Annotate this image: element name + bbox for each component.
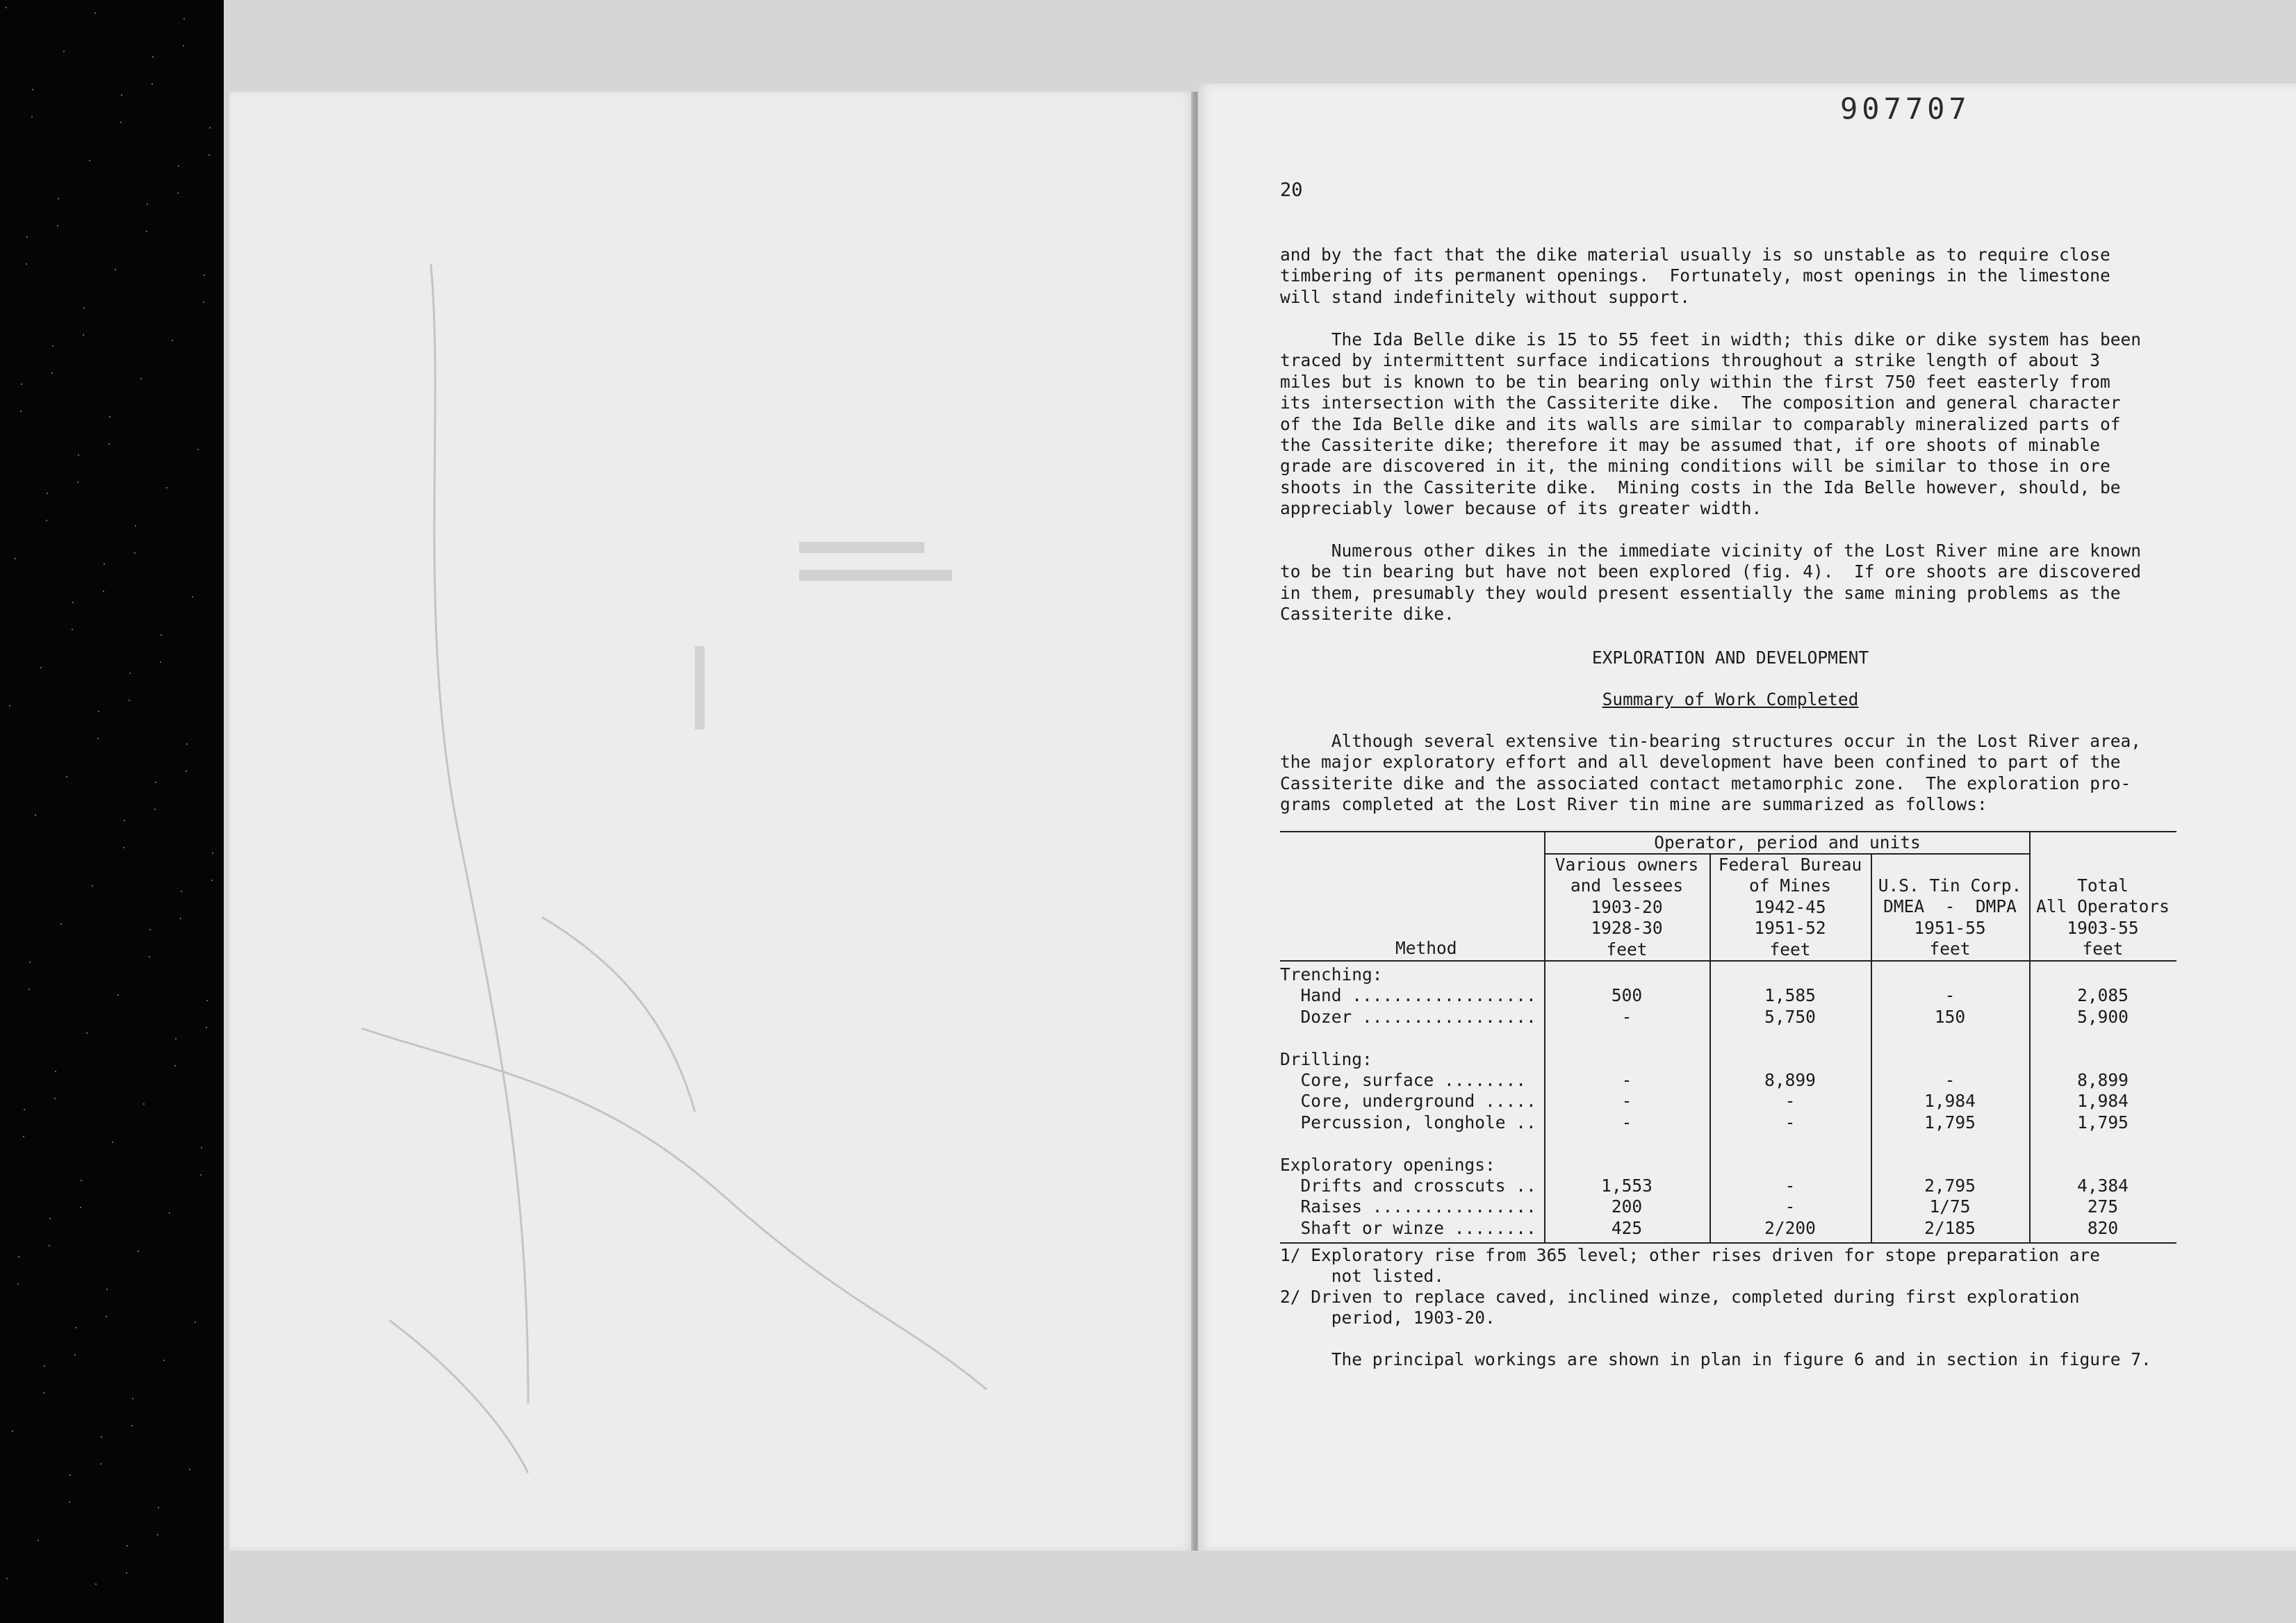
table-cell: -	[1621, 1006, 1632, 1027]
table-cell: 500	[1611, 985, 1643, 1006]
archive-stamp: 907707	[1840, 92, 1971, 126]
table-row-method: Percussion, longhole ..	[1280, 1112, 1536, 1132]
paragraph-3: Numerous other dikes in the immediate vicinity of the Lost River mine are known to be tin bearing but have not been explored (fig. 4). If ore shoots are discovered in them, presumably they would present essentially the same mining problems as the Cassiterite dike.	[1280, 541, 2142, 625]
paragraph-4: Although several extensive tin-bearing structures occur in the Lost River area, the major exploratory effort and all development have been confined to part of the Cassiterite dike and the associated contact metamorphic zone. The exploration pro- grams completed at the Lost River tin mine are summarized as follows:	[1280, 731, 2142, 815]
table-row-method: Trenching:	[1280, 964, 1383, 984]
table-cell: 1,984	[1924, 1091, 1976, 1112]
table-cell: 8,899	[2077, 1070, 2129, 1090]
table-cell: 2,085	[2077, 985, 2129, 1006]
table-cell: 2,795	[1924, 1176, 1976, 1196]
table-row-method: Drilling:	[1280, 1048, 1372, 1069]
table-cell: 1,795	[2077, 1112, 2129, 1132]
footnote-2: 2/ Driven to replace caved, inclined winze, completed during first exploration period, 1903-20.	[1280, 1287, 2080, 1328]
table-row-method: Shaft or winze ........	[1280, 1217, 1536, 1238]
col-federal-bureau: Federal Bureau of Mines 1942-45 1951-52 feet	[1718, 855, 1862, 959]
table-cell: 1/75	[1929, 1196, 1971, 1217]
table-row-method: Core, surface ........	[1280, 1070, 1527, 1090]
table-cell: -	[1944, 1070, 1955, 1090]
table-cell: 1,984	[2077, 1091, 2129, 1112]
table-cell: 275	[2087, 1196, 2119, 1217]
exploration-table	[1280, 831, 2176, 1244]
table-cell: 8,899	[1764, 1070, 1816, 1090]
paragraph-2: The Ida Belle dike is 15 to 55 feet in width; this dike or dike system has been traced by intermittent surface indications throughout a strike length of about 3 miles but is known to be tin bearing only within the first 750 feet easterly from its intersection with the Cassiterite dike. The composition and general character of the Ida Belle dike and its walls are similar to comparably mineralized parts of the Cassiterite dike; therefore it may be assumed that, if ore shoots of minable grade are discovered in it, the mining conditions will be similar to those in ore shoots in the Cassiterite dike. Mining costs in the Ida Belle however, should, be appreciably lower because of its greater width.	[1280, 329, 2142, 519]
header-rule	[1280, 960, 2176, 962]
page-number: 20	[1280, 179, 1303, 201]
table-cell: -	[1785, 1176, 1796, 1196]
table-cell: -	[1785, 1196, 1796, 1217]
table-cell: -	[1785, 1091, 1796, 1112]
col-us-tin-corp: U.S. Tin Corp. DMEA - DMPA 1951-55 feet	[1878, 875, 2022, 959]
table-bottom-rule	[1280, 1242, 2176, 1244]
table-cell: 1,795	[1924, 1112, 1976, 1132]
table-cell: -	[1944, 985, 1955, 1006]
table-row-method: Core, underground .....	[1280, 1091, 1536, 1112]
table-cell: 2/200	[1764, 1217, 1816, 1238]
table-cell: 4,384	[2077, 1176, 2129, 1196]
table-cell: 150	[1934, 1006, 1966, 1027]
table-cell: 1,553	[1601, 1176, 1653, 1196]
table-row-method: Hand ..................	[1280, 985, 1536, 1006]
subheading: Summary of Work Completed	[1602, 689, 1859, 709]
table-cell: -	[1621, 1112, 1632, 1132]
table-cell: -	[1621, 1091, 1632, 1112]
table-row-method: Raises ................	[1280, 1196, 1536, 1217]
col-various-owners: Various owners and lessees 1903-20 1928-30 feet	[1555, 855, 1699, 959]
closing-line: The principal workings are shown in plan in figure 6 and in section in figure 7.	[1280, 1349, 2151, 1369]
footnote-1: 1/ Exploratory rise from 365 level; other rises driven for stope preparation are not listed.	[1280, 1245, 2101, 1287]
table-cell: 820	[2087, 1217, 2119, 1238]
method-header: Method	[1395, 938, 1457, 958]
table-cell: 200	[1611, 1196, 1643, 1217]
paragraph-1: and by the fact that the dike material usually is so unstable as to require close timbering of its permanent openings. Fortunately, most openings in the limestone will stand indefinitely without support.	[1280, 245, 2110, 307]
table-row-method: Drifts and crosscuts ..	[1280, 1176, 1536, 1196]
table-row-method: Dozer .................	[1280, 1006, 1536, 1027]
table-cell: 2/185	[1924, 1217, 1976, 1238]
table-row-method: Exploratory openings:	[1280, 1154, 1495, 1175]
operator-group-header: Operator, period and units	[1654, 832, 1921, 852]
table-cell: 5,750	[1764, 1006, 1816, 1027]
table-cell: -	[1785, 1112, 1796, 1132]
table-cell: 1,585	[1764, 985, 1816, 1006]
table-cell: -	[1621, 1070, 1632, 1090]
table-cell: 425	[1611, 1217, 1643, 1238]
table-cell: 5,900	[2077, 1006, 2129, 1027]
col-total: Total All Operators 1903-55 feet	[2036, 875, 2170, 959]
section-heading: EXPLORATION AND DEVELOPMENT	[1591, 648, 1869, 668]
